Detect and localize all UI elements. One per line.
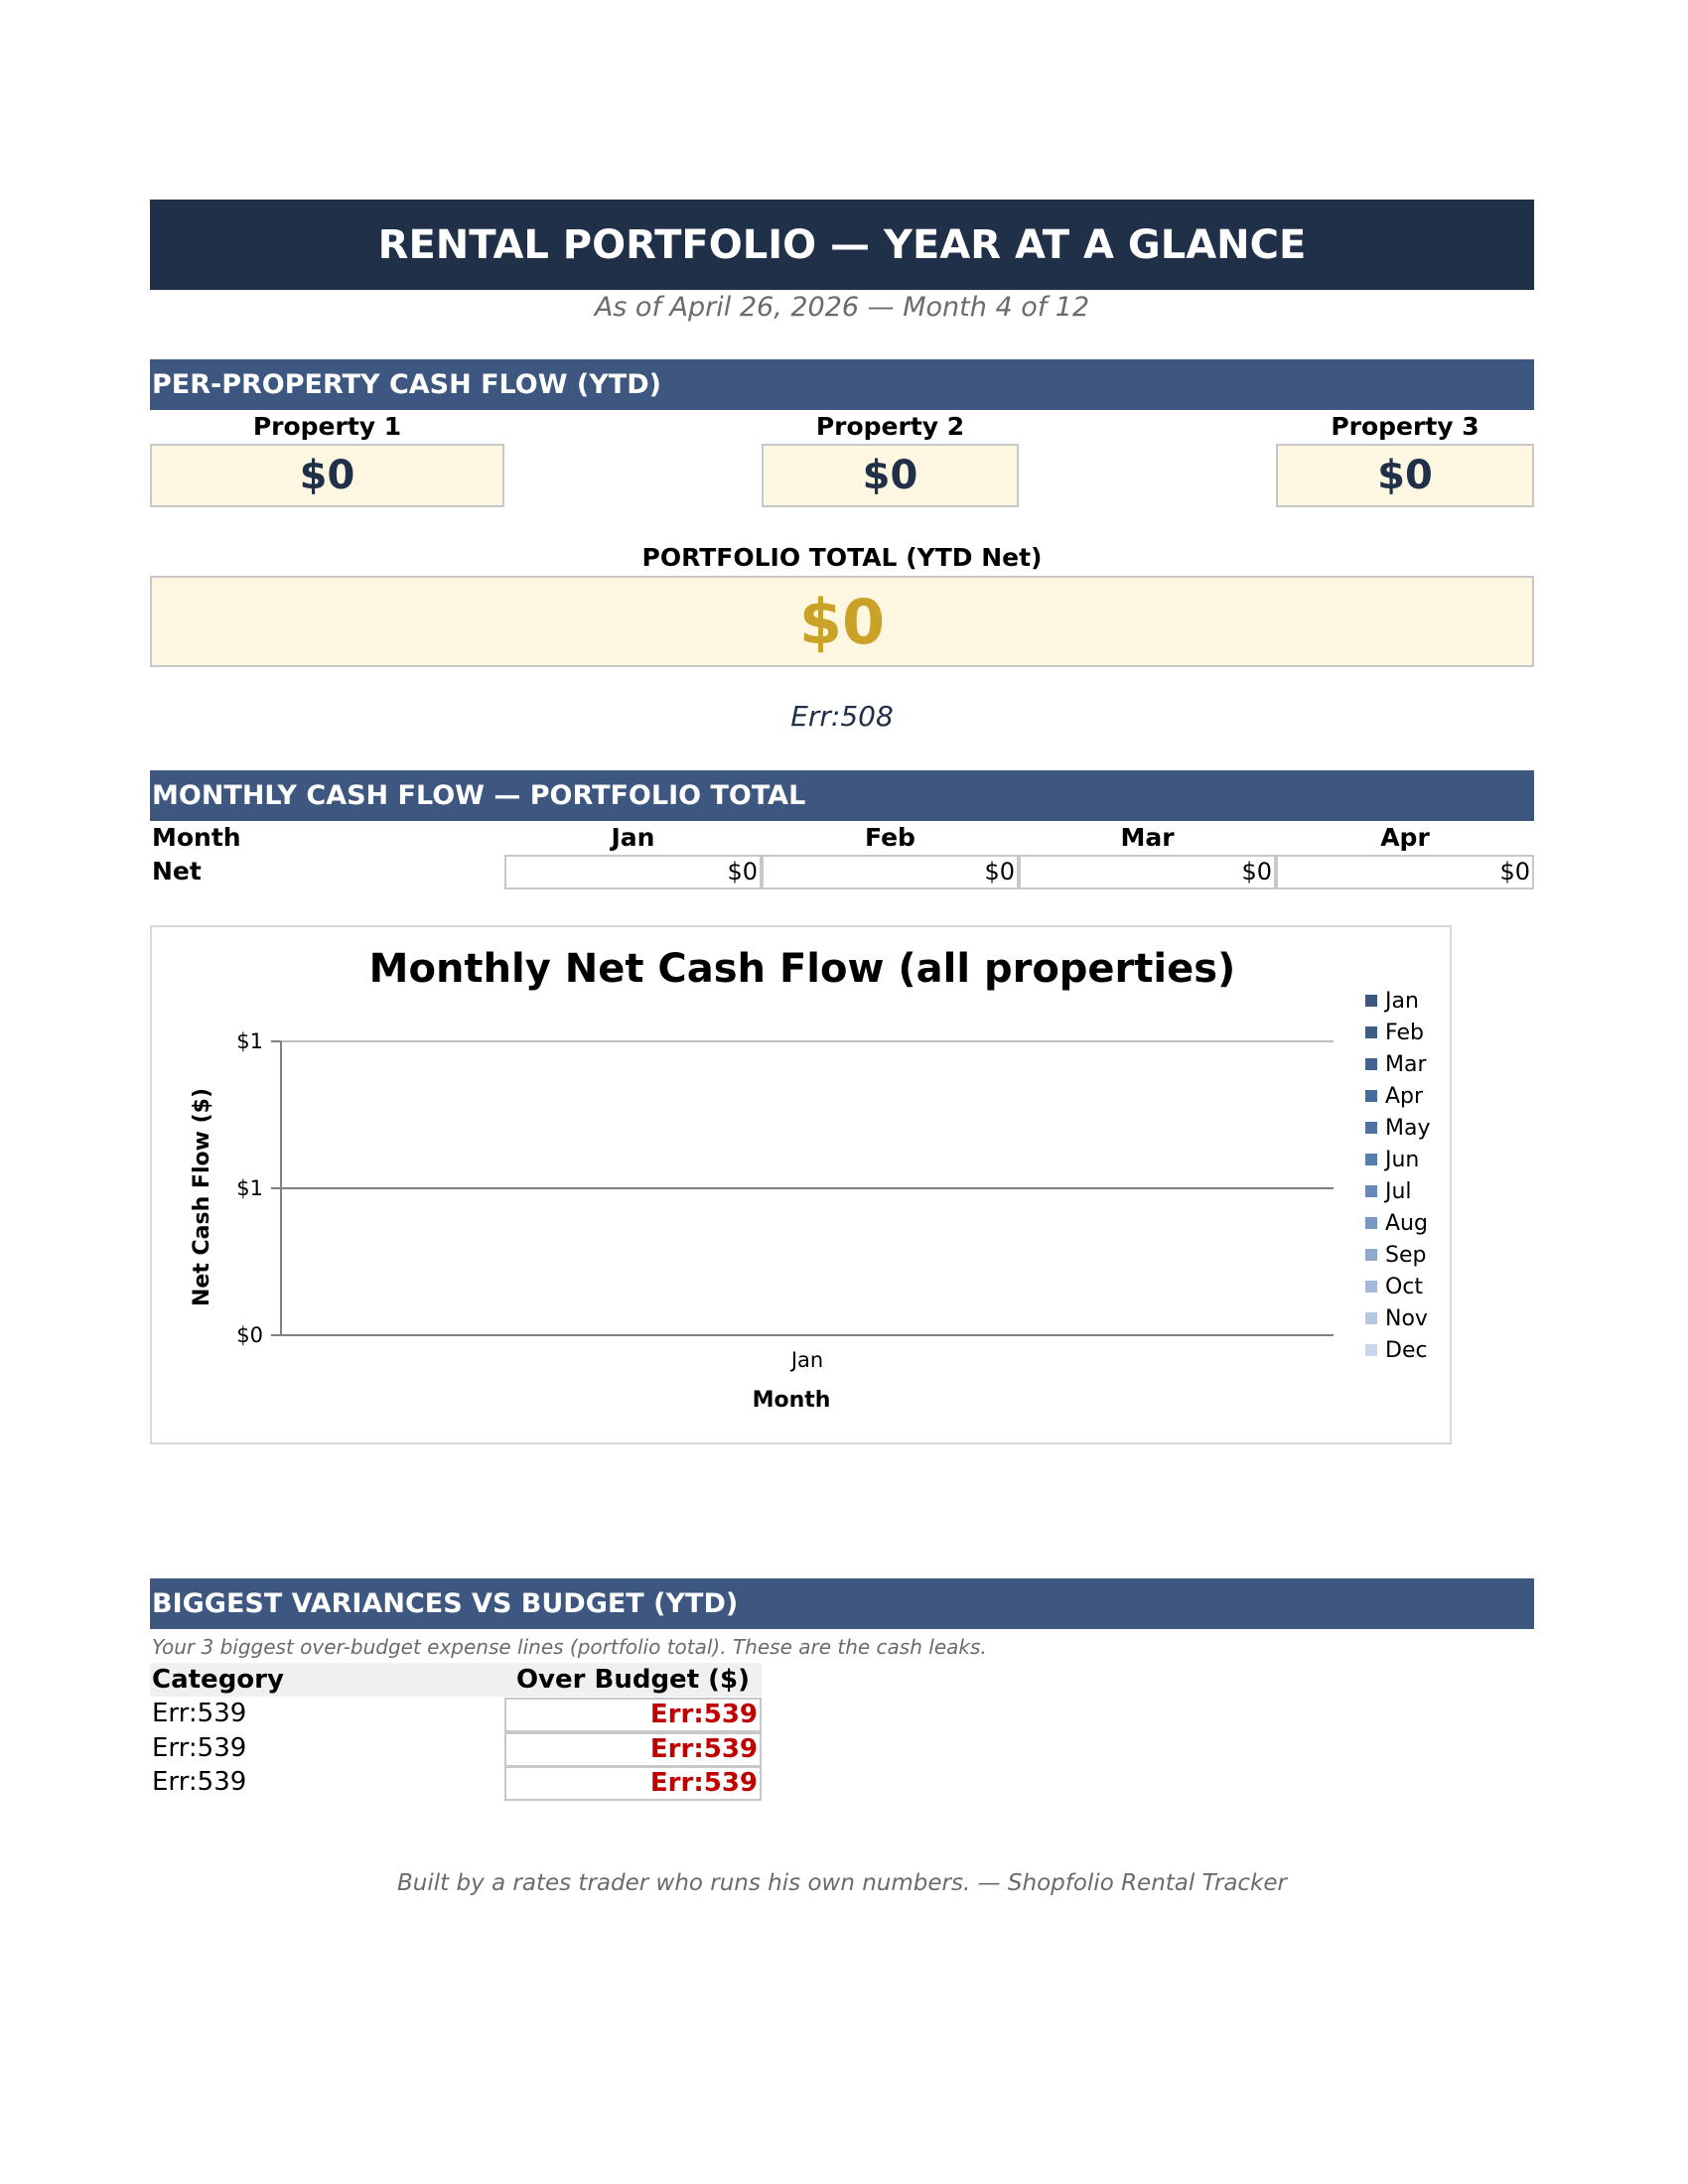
chart-y-axis-label: Net Cash Flow ($) bbox=[190, 1088, 214, 1306]
legend-label: Aug bbox=[1385, 1210, 1428, 1236]
legend-label: Dec bbox=[1385, 1337, 1428, 1363]
legend-item-mar bbox=[1365, 1048, 1445, 1080]
y-tick-label-0: $0 bbox=[236, 1323, 263, 1347]
legend-label: Jun bbox=[1385, 1147, 1420, 1172]
property-3-value: $0 bbox=[1276, 444, 1534, 507]
legend-swatch bbox=[1365, 1185, 1377, 1197]
legend-item-jul bbox=[1365, 1175, 1445, 1207]
chart-frame bbox=[150, 925, 1452, 1444]
legend-swatch bbox=[1365, 1090, 1377, 1102]
legend-item-sep bbox=[1365, 1239, 1445, 1271]
x-tick-label-jan: Jan bbox=[790, 1348, 824, 1372]
property-3-label: Property 3 bbox=[1331, 412, 1479, 441]
page-footer: Built by a rates trader who runs his own numbers. — Shopfolio Rental Tracker bbox=[397, 1870, 1287, 1896]
net-value-apr: $0 bbox=[1276, 855, 1534, 889]
variance-category-3: Err:539 bbox=[152, 1767, 247, 1797]
chart-svg bbox=[152, 927, 1450, 1442]
legend-item-aug bbox=[1365, 1207, 1445, 1239]
legend-item-nov bbox=[1365, 1302, 1445, 1334]
legend-swatch bbox=[1365, 1281, 1377, 1293]
legend-label: Nov bbox=[1385, 1305, 1428, 1331]
month-row-label: Month bbox=[152, 823, 241, 852]
chart-legend bbox=[1365, 985, 1445, 1366]
month-header-jan: Jan bbox=[611, 823, 655, 852]
legend-item-apr bbox=[1365, 1080, 1445, 1112]
page-title: RENTAL PORTFOLIO — YEAR AT A GLANCE bbox=[150, 200, 1534, 290]
variances-col-over-budget: Over Budget ($) bbox=[504, 1663, 762, 1697]
legend-item-jan bbox=[1365, 985, 1445, 1017]
property-1-value: $0 bbox=[150, 444, 504, 507]
property-1-label: Property 1 bbox=[252, 412, 402, 441]
variance-category-1: Err:539 bbox=[152, 1699, 247, 1728]
y-tick-label-2: $1 bbox=[236, 1029, 263, 1053]
net-value-mar: $0 bbox=[1019, 855, 1276, 889]
section-header-monthly: MONTHLY CASH FLOW — PORTFOLIO TOTAL bbox=[150, 770, 1534, 821]
page-subtitle: As of April 26, 2026 — Month 4 of 12 bbox=[594, 292, 1090, 323]
variance-category-2: Err:539 bbox=[152, 1733, 247, 1763]
section-header-variances: BIGGEST VARIANCES VS BUDGET (YTD) bbox=[150, 1578, 1534, 1629]
legend-swatch bbox=[1365, 1058, 1377, 1070]
legend-label: Jul bbox=[1385, 1178, 1412, 1204]
chart-x-axis-label: Month bbox=[752, 1388, 831, 1413]
variance-value-1: Err:539 bbox=[504, 1698, 762, 1732]
legend-item-jun bbox=[1365, 1144, 1445, 1175]
legend-swatch bbox=[1365, 1312, 1377, 1324]
portfolio-total-label: PORTFOLIO TOTAL (YTD Net) bbox=[641, 543, 1043, 572]
net-row-label: Net bbox=[152, 857, 202, 886]
legend-item-feb bbox=[1365, 1017, 1445, 1048]
legend-swatch bbox=[1365, 1026, 1377, 1038]
portfolio-total-value: $0 bbox=[150, 576, 1534, 667]
legend-swatch bbox=[1365, 1217, 1377, 1229]
legend-swatch bbox=[1365, 1122, 1377, 1134]
legend-label: Sep bbox=[1385, 1242, 1427, 1268]
property-2-label: Property 2 bbox=[815, 412, 965, 441]
property-2-value: $0 bbox=[762, 444, 1019, 507]
legend-swatch bbox=[1365, 995, 1377, 1007]
legend-item-oct bbox=[1365, 1271, 1445, 1302]
legend-label: Mar bbox=[1385, 1051, 1427, 1077]
legend-label: May bbox=[1385, 1115, 1431, 1141]
y-tick-label-1: $1 bbox=[236, 1176, 263, 1200]
variances-col-category: Category bbox=[150, 1663, 504, 1697]
month-header-apr: Apr bbox=[1380, 823, 1430, 852]
legend-swatch bbox=[1365, 1249, 1377, 1261]
month-header-mar: Mar bbox=[1120, 823, 1175, 852]
net-value-feb: $0 bbox=[762, 855, 1019, 889]
section-header-per-property: PER-PROPERTY CASH FLOW (YTD) bbox=[150, 359, 1534, 410]
legend-label: Oct bbox=[1385, 1274, 1424, 1299]
variance-value-3: Err:539 bbox=[504, 1766, 762, 1801]
chart-title: Monthly Net Cash Flow (all properties) bbox=[368, 946, 1236, 992]
legend-item-may bbox=[1365, 1112, 1445, 1144]
variances-note: Your 3 biggest over-budget expense lines (portfolio total). These are the cash leaks. bbox=[152, 1635, 987, 1659]
legend-label: Apr bbox=[1385, 1083, 1424, 1109]
legend-item-dec bbox=[1365, 1334, 1445, 1366]
legend-swatch bbox=[1365, 1154, 1377, 1165]
legend-label: Jan bbox=[1385, 988, 1419, 1014]
month-header-feb: Feb bbox=[865, 823, 915, 852]
legend-swatch bbox=[1365, 1344, 1377, 1356]
variance-value-2: Err:539 bbox=[504, 1732, 762, 1767]
legend-label: Feb bbox=[1385, 1020, 1424, 1045]
error-note: Err:508 bbox=[790, 700, 894, 733]
net-value-jan: $0 bbox=[504, 855, 762, 889]
